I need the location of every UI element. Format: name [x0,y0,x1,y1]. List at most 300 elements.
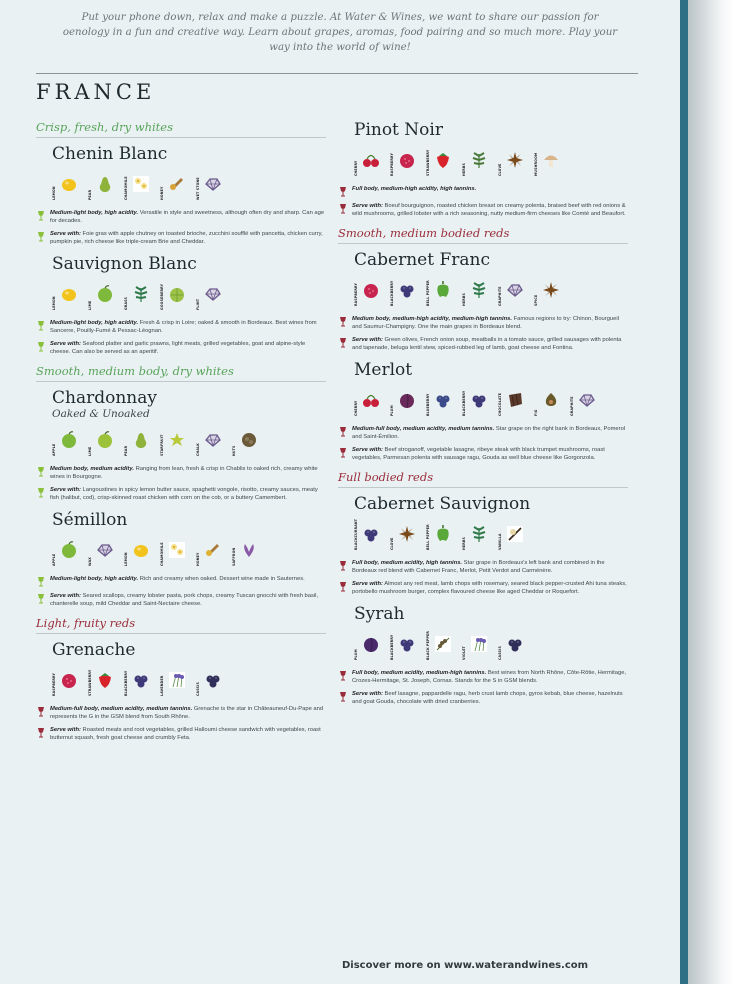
tasting-note [338,315,628,331]
grape-section [354,250,628,352]
pairing-description [50,592,326,608]
body-summary: Medium-full body, medium acidity, medium tannins. [352,426,495,432]
aroma-label: PLUM [354,649,358,660]
aroma-item [462,384,490,416]
tasting-note [36,465,326,481]
star-anise-icon [396,523,418,545]
aroma-item [390,274,418,306]
pairing-description [50,486,326,502]
aroma-label: CHERRY [354,160,358,176]
aroma-label: BLACKCURRANT [354,518,358,550]
aroma-item [88,664,116,696]
aroma-label: MUSHROOM [534,152,538,176]
aroma-label: SPICE [534,294,538,306]
aroma-label: WET STONE [196,177,200,200]
blackberry-icon [360,523,382,545]
aroma-item [534,384,562,416]
aroma-label: RASPBERRY [354,282,358,306]
wine-glass-icon [338,559,348,571]
serve-detail: Beef lasagne, pappardelle ragu, herb crust lamb chops, gyros kebab, blue cheese, hazelnuts and goat Gouda, chocolate with dried cranberries. [352,691,623,705]
aroma-item [462,518,490,550]
star-anise-icon [540,279,562,301]
serve-detail: Almost any red meat, lamb chops with rosemary, seared black pepper-crusted Ahi tuna steaks, portobello mushroom burger, complex flavoured cheese like aged Cheddar or Roquefort. [352,581,627,595]
aroma-label: FIG [534,409,538,416]
aroma-item [354,628,382,660]
cassis-icon [504,633,526,655]
grape-name: Syrah [354,604,405,624]
grape-section [354,360,628,462]
aroma-label: CHAMOMILE [124,176,128,200]
aroma-item [498,144,526,176]
aroma-label: CHOCOLATE [498,392,502,416]
serve-detail: Beef stroganoff, vegetable lasagne, ribeye steak with black trumpet mushrooms, roast vegetables, Parmesan polenta with sausage ragu, Gouda as well blue cheese like Gorgonzola. [352,447,605,461]
stone-icon [504,279,526,301]
aroma-item [426,518,454,550]
body-detail: Versatile in style and sweetness, although often dry and sharp. Can age for decades. [50,210,325,224]
aroma-list [354,517,628,551]
category-heading: Light, fruity reds [36,616,326,634]
aroma-item [426,628,454,660]
wine-glass-icon [36,319,46,331]
aroma-label: LIME [88,300,92,310]
tasting-note [36,319,326,335]
blackberry-icon [396,633,418,655]
aroma-item [196,168,224,200]
aroma-label: STRAWBERRY [426,149,430,176]
chocolate-icon [504,389,526,411]
aroma-item [354,518,382,550]
serve-detail: Langoustines in spicy lemon butter sauce, spaghetti vongole, risotto, creamy sauces, meaty fish (halibut, cod), crisp-skinned roast chicken with corn on the cob, or a buttery Camembert. [50,487,318,501]
wine-glass-icon [36,230,46,242]
lime-icon [94,283,116,305]
serve-label: Serve with: [352,447,383,453]
aroma-item [498,384,526,416]
aroma-item [124,424,152,456]
aroma-label: LEMON [124,552,128,566]
fig-icon [540,389,562,411]
aroma-label: BLACK PEPPER [426,630,430,660]
stone-icon [94,539,116,561]
herb-icon [468,523,490,545]
raspberry-icon [58,669,80,691]
tasting-note [338,185,628,197]
aroma-label: HERBS [462,536,466,550]
wine-glass-icon [338,690,348,702]
lavender-icon [468,633,490,655]
aroma-item [196,534,224,566]
body-summary: Medium body, medium-high acidity, medium-high tannins. [352,316,512,322]
aroma-list [354,143,628,177]
aroma-label: HERBS [462,292,466,306]
wine-glass-icon [36,209,46,221]
aroma-list [52,533,326,567]
grape-section [52,254,326,356]
tasting-note [338,669,628,685]
apple-icon [58,539,80,561]
tasting-note [338,559,628,575]
honey-icon [166,173,188,195]
aroma-item [534,274,562,306]
body-detail: Fresh & crisp in Loire; oaked & smooth in Bordeaux. Best wines from Sancerre, Pouilly-Fumé & Pessac-Léognan. [50,320,317,334]
pairing-description [50,230,326,246]
grape-name: Pinot Noir [354,120,443,140]
poster-edge [680,0,688,984]
pairing-note [338,446,628,462]
grape-name: Sémillon [52,510,128,530]
lemon-icon [58,283,80,305]
blackberry-icon [130,669,152,691]
aroma-item [88,534,116,566]
wine-glass-icon [338,315,348,327]
wine-glass-icon [338,580,348,592]
aroma-item [88,168,116,200]
wine-glass-icon [338,185,348,197]
aroma-item [160,664,188,696]
body-description [352,669,628,685]
wine-glass-icon [338,202,348,214]
wine-glass-icon [36,705,46,717]
mushroom-icon [540,149,562,171]
lemon-icon [58,173,80,195]
pairing-description [352,446,628,462]
blackberry-icon [396,279,418,301]
aroma-label: LEMON [52,296,56,310]
aroma-label: APPLE [52,553,56,566]
body-detail: Star grape on the right bank in Bordeaux, Pomerol and Saint-Émilion. [352,426,626,440]
wine-glass-icon [36,340,46,352]
serve-detail: Seared scallops, creamy lobster pasta, pork chops, creamy Tuscan gnocchi with fresh basil, chanterelle soup, mild Cheddar and Saint-Nectaire cheese. [50,593,319,607]
pear-icon [130,429,152,451]
body-description [352,425,628,441]
body-summary: Medium-light body, high acidity. [50,320,139,326]
aroma-label: WAX [88,557,92,566]
pairing-description [50,726,326,742]
herb-icon [468,149,490,171]
aroma-label: RASPBERRY [52,672,56,696]
aroma-item [498,518,526,550]
pairing-note [338,690,628,706]
aroma-label: PEAR [88,189,92,200]
pairing-description [352,202,628,218]
body-summary: Full body, medium acidity, high tannins. [352,560,463,566]
aroma-item [426,274,454,306]
pairing-note [338,336,628,352]
country-title: FRANCE [36,80,156,104]
aroma-item [354,274,382,306]
grape-name: Chardonnay [52,388,157,408]
tasting-note [36,575,326,587]
aroma-item [354,384,382,416]
body-detail: Star grape in Bordeaux's left bank and combined in the Bordeaux red blend with Cabernet Franc, Merlot, Petit Verdot and Carménère. [352,560,605,574]
serve-label: Serve with: [352,337,383,343]
serve-detail: Foie gras with apple chutney on toasted brioche, zucchini soufflé with pancetta, chicken curry, pumpkin pie, rich cheese like triple-cream Brie and Cheddar. [50,231,323,245]
serve-label: Serve with: [50,487,81,493]
aroma-item [160,168,188,200]
serve-label: Serve with: [50,593,81,599]
lemon-icon [130,539,152,561]
body-detail: Rich and creamy when oaked. Dessert wine made in Sauternes. [138,576,305,582]
wine-glass-icon [338,446,348,458]
aroma-label: NUTS [232,445,236,456]
aroma-label: BLACKBERRY [124,670,128,696]
category-heading: Crisp, fresh, dry whites [36,120,326,138]
serve-label: Serve with: [50,727,81,733]
body-summary: Full body, medium-high acidity, high tannins. [352,186,477,192]
aroma-item [124,534,152,566]
pairing-description [352,580,628,596]
aroma-label: STRAWBERRY [88,669,92,696]
aroma-item [232,424,260,456]
herb-icon [130,283,152,305]
grape-section [52,388,326,502]
aroma-item [160,424,188,456]
footer-link[interactable]: Discover more on www.waterandwines.com [342,960,589,971]
aroma-item [52,534,80,566]
poster-shadow [688,0,734,984]
aroma-label: BELL PEPPER [426,524,430,550]
stone-icon [576,389,598,411]
body-summary: Full body, medium acidity, medium-high tannins. [352,670,487,676]
aroma-label: CHERRY [354,400,358,416]
right-column [338,120,628,714]
aroma-list [354,627,628,661]
cassis-icon [202,669,224,691]
body-detail: Grenache is the star in Châteauneuf-Du-Pape and represents the G in the GSM blend from South Rhône. [50,706,324,720]
aroma-label: STARFRUIT [160,434,164,456]
wine-glass-icon [36,592,46,604]
aroma-label: PEAR [124,445,128,456]
category-heading: Smooth, medium bodied reds [338,226,628,244]
body-summary: Medium-light body, high acidity. [50,576,139,582]
wine-glass-icon [338,336,348,348]
lime-icon [94,429,116,451]
serve-label: Serve with: [352,581,383,587]
body-summary: Medium-light body, high acidity. [50,210,139,216]
flower-icon [130,173,152,195]
aroma-item [52,168,80,200]
serve-detail: Seafood platter and garlic prawns, light meats, grilled vegetables, goat and alpine-style cheese. Can also be served as an aperitif. [50,341,306,355]
serve-label: Serve with: [50,231,81,237]
serve-detail: Boeuf bourguignon, roasted chicken breast on creamy polenta, braised beef with red onions & wild mushrooms, grilled lobster with a rich seasoning, nutty medium-firm cheeses like Comté and Beaufort. [352,203,626,217]
grape-section [52,640,326,742]
nut-icon [238,429,260,451]
aroma-label: CLOVE [390,537,394,550]
pairing-note [36,230,326,246]
cherry-icon [360,149,382,171]
aroma-label: BLACKBERRY [462,390,466,416]
peppercorn-icon [432,633,454,655]
aroma-item [426,384,454,416]
blackberry-icon [468,389,490,411]
body-detail: Ranging from lean, fresh & crisp in Chablis to oaked rich, creamy white wines in Bourgogne. [50,466,318,480]
aroma-item [390,144,418,176]
aroma-item [354,144,382,176]
aroma-item [462,628,490,660]
aroma-label: BELL PEPPER [426,280,430,306]
aroma-item [52,424,80,456]
aroma-list [52,423,326,457]
raspberry-icon [396,149,418,171]
aroma-label: BLACKBERRY [390,634,394,660]
wine-glass-icon [338,669,348,681]
wine-glass-icon [36,726,46,738]
pairing-note [338,580,628,596]
body-summary: Medium body, medium acidity. [50,466,134,472]
tasting-note [338,425,628,441]
pairing-description [352,336,628,352]
plum-icon [396,389,418,411]
divider [36,73,638,74]
aroma-item [196,664,224,696]
herb-icon [468,279,490,301]
grape-section [354,120,628,218]
aroma-label: FLINT [196,298,200,310]
aroma-label: CHAMOMILE [160,542,164,566]
flower-icon [166,539,188,561]
aroma-item [124,168,152,200]
aroma-item [52,664,80,696]
pepper-icon [432,523,454,545]
body-description [50,575,305,587]
aroma-item [232,534,260,566]
intro-text: Put your phone down, relax and make a puzzle. At Water & Wines, we want to share our passion for oenology in a fun and creative way. Learn about grapes, aromas, food pairing and so much more. Play your way into the world of wine! [62,12,618,53]
honey-icon [202,539,224,561]
lavender-icon [166,669,188,691]
grape-name: Sauvignon Blanc [52,254,197,274]
aroma-label: APPLE [52,443,56,456]
stone-icon [202,173,224,195]
pairing-note [338,202,628,218]
body-description [50,705,326,721]
aroma-label: HONEY [196,552,200,566]
grape-name: Chenin Blanc [52,144,168,164]
wine-glass-icon [36,465,46,477]
aroma-list [52,277,326,311]
aroma-label: CASSIS [498,646,502,660]
grape-name: Cabernet Franc [354,250,490,270]
gooseberry-icon [166,283,188,305]
aroma-list [52,167,326,201]
cherry-icon [360,389,382,411]
aroma-label: BLACKBERRY [390,280,394,306]
aroma-item [390,628,418,660]
apple-icon [58,429,80,451]
body-summary: Medium-full body, medium acidity, medium tannins. [50,706,193,712]
grape-subtitle: Oaked & Unoaked [52,408,150,420]
aroma-item [196,424,224,456]
aroma-item [498,274,526,306]
serve-detail: Roasted meats and root vegetables, grilled Halloumi cheese sandwich with vegetables, roast butternut squash, fresh goat cheese and crumbly Feta. [50,727,321,741]
aroma-item [124,664,152,696]
aroma-list [354,383,628,417]
pepper-icon [432,279,454,301]
aroma-label: BLUEBERRY [426,393,430,416]
aroma-label: CHALK [196,443,200,456]
grape-section [354,604,628,706]
body-description [352,559,628,575]
aroma-label: SAFFRON [232,547,236,566]
aroma-item [124,278,152,310]
aroma-label: CASSIS [196,682,200,696]
serve-label: Serve with: [352,203,383,209]
serve-label: Serve with: [352,691,383,697]
left-column [36,120,326,750]
aroma-item [534,144,562,176]
pairing-note [36,592,326,608]
aroma-item [52,278,80,310]
body-description [50,465,326,481]
aroma-label: GRAPHITE [570,396,574,416]
strawberry-icon [432,149,454,171]
body-detail: Best wines from North Rhône, Côte-Rôtie, Hermitage, Crozes-Hermitage, St. Joseph, Cornas. Stands for the S in GSM blends. [352,670,627,684]
grape-section [52,144,326,246]
aroma-item [462,274,490,306]
aroma-label: GOOSEBERRY [160,283,164,310]
wine-glass-icon [338,425,348,437]
aroma-item [570,384,598,416]
grape-name: Cabernet Sauvignon [354,494,531,514]
vanilla-icon [504,523,526,545]
aroma-list [52,663,326,697]
aroma-label: LIME [88,446,92,456]
pairing-note [36,726,326,742]
wine-glass-icon [36,486,46,498]
serve-detail: Green olives, French onion soup, meatballs in a tomato sauce, grilled sausages with polenta and tapenade, beluga lentil stew, spiced-rubbed leg of lamb, goat cheese and Fontina. [352,337,622,351]
aroma-label: RASPBERRY [390,152,394,176]
starfruit-icon [166,429,188,451]
aroma-item [426,144,454,176]
aroma-item [462,144,490,176]
aroma-item [88,278,116,310]
body-detail: Famous regions to try: Chinon, Bourgueil and Saumur-Champigny. One the main grapes in Bordeaux blend. [352,316,619,330]
star-anise-icon [504,149,526,171]
plum-icon [360,633,382,655]
aroma-item [88,424,116,456]
aroma-item [196,278,224,310]
body-description [352,315,628,331]
grape-name: Merlot [354,360,413,380]
pairing-description [50,340,326,356]
body-description [50,319,326,335]
tasting-note [36,705,326,721]
raspberry-icon [360,279,382,301]
aroma-label: LAVENDER [160,675,164,696]
blueberry-icon [432,389,454,411]
pairing-description [352,690,628,706]
category-heading: Smooth, medium body, dry whites [36,364,326,382]
aroma-label: PLUM [390,405,394,416]
aroma-list [354,273,628,307]
pear-icon [94,173,116,195]
stone-icon [202,429,224,451]
aroma-item [160,534,188,566]
grape-name: Grenache [52,640,136,660]
aroma-label: HONEY [160,186,164,200]
strawberry-icon [94,669,116,691]
aroma-label: VIOLET [462,646,466,660]
serve-label: Serve with: [50,341,81,347]
pairing-note [36,486,326,502]
wine-glass-icon [36,575,46,587]
category-heading: Full bodied reds [338,470,628,488]
saffron-icon [238,539,260,561]
pairing-note [36,340,326,356]
body-description [50,209,326,225]
stone-icon [202,283,224,305]
tasting-note [36,209,326,225]
aroma-item [390,384,418,416]
aroma-label: LEMON [52,186,56,200]
